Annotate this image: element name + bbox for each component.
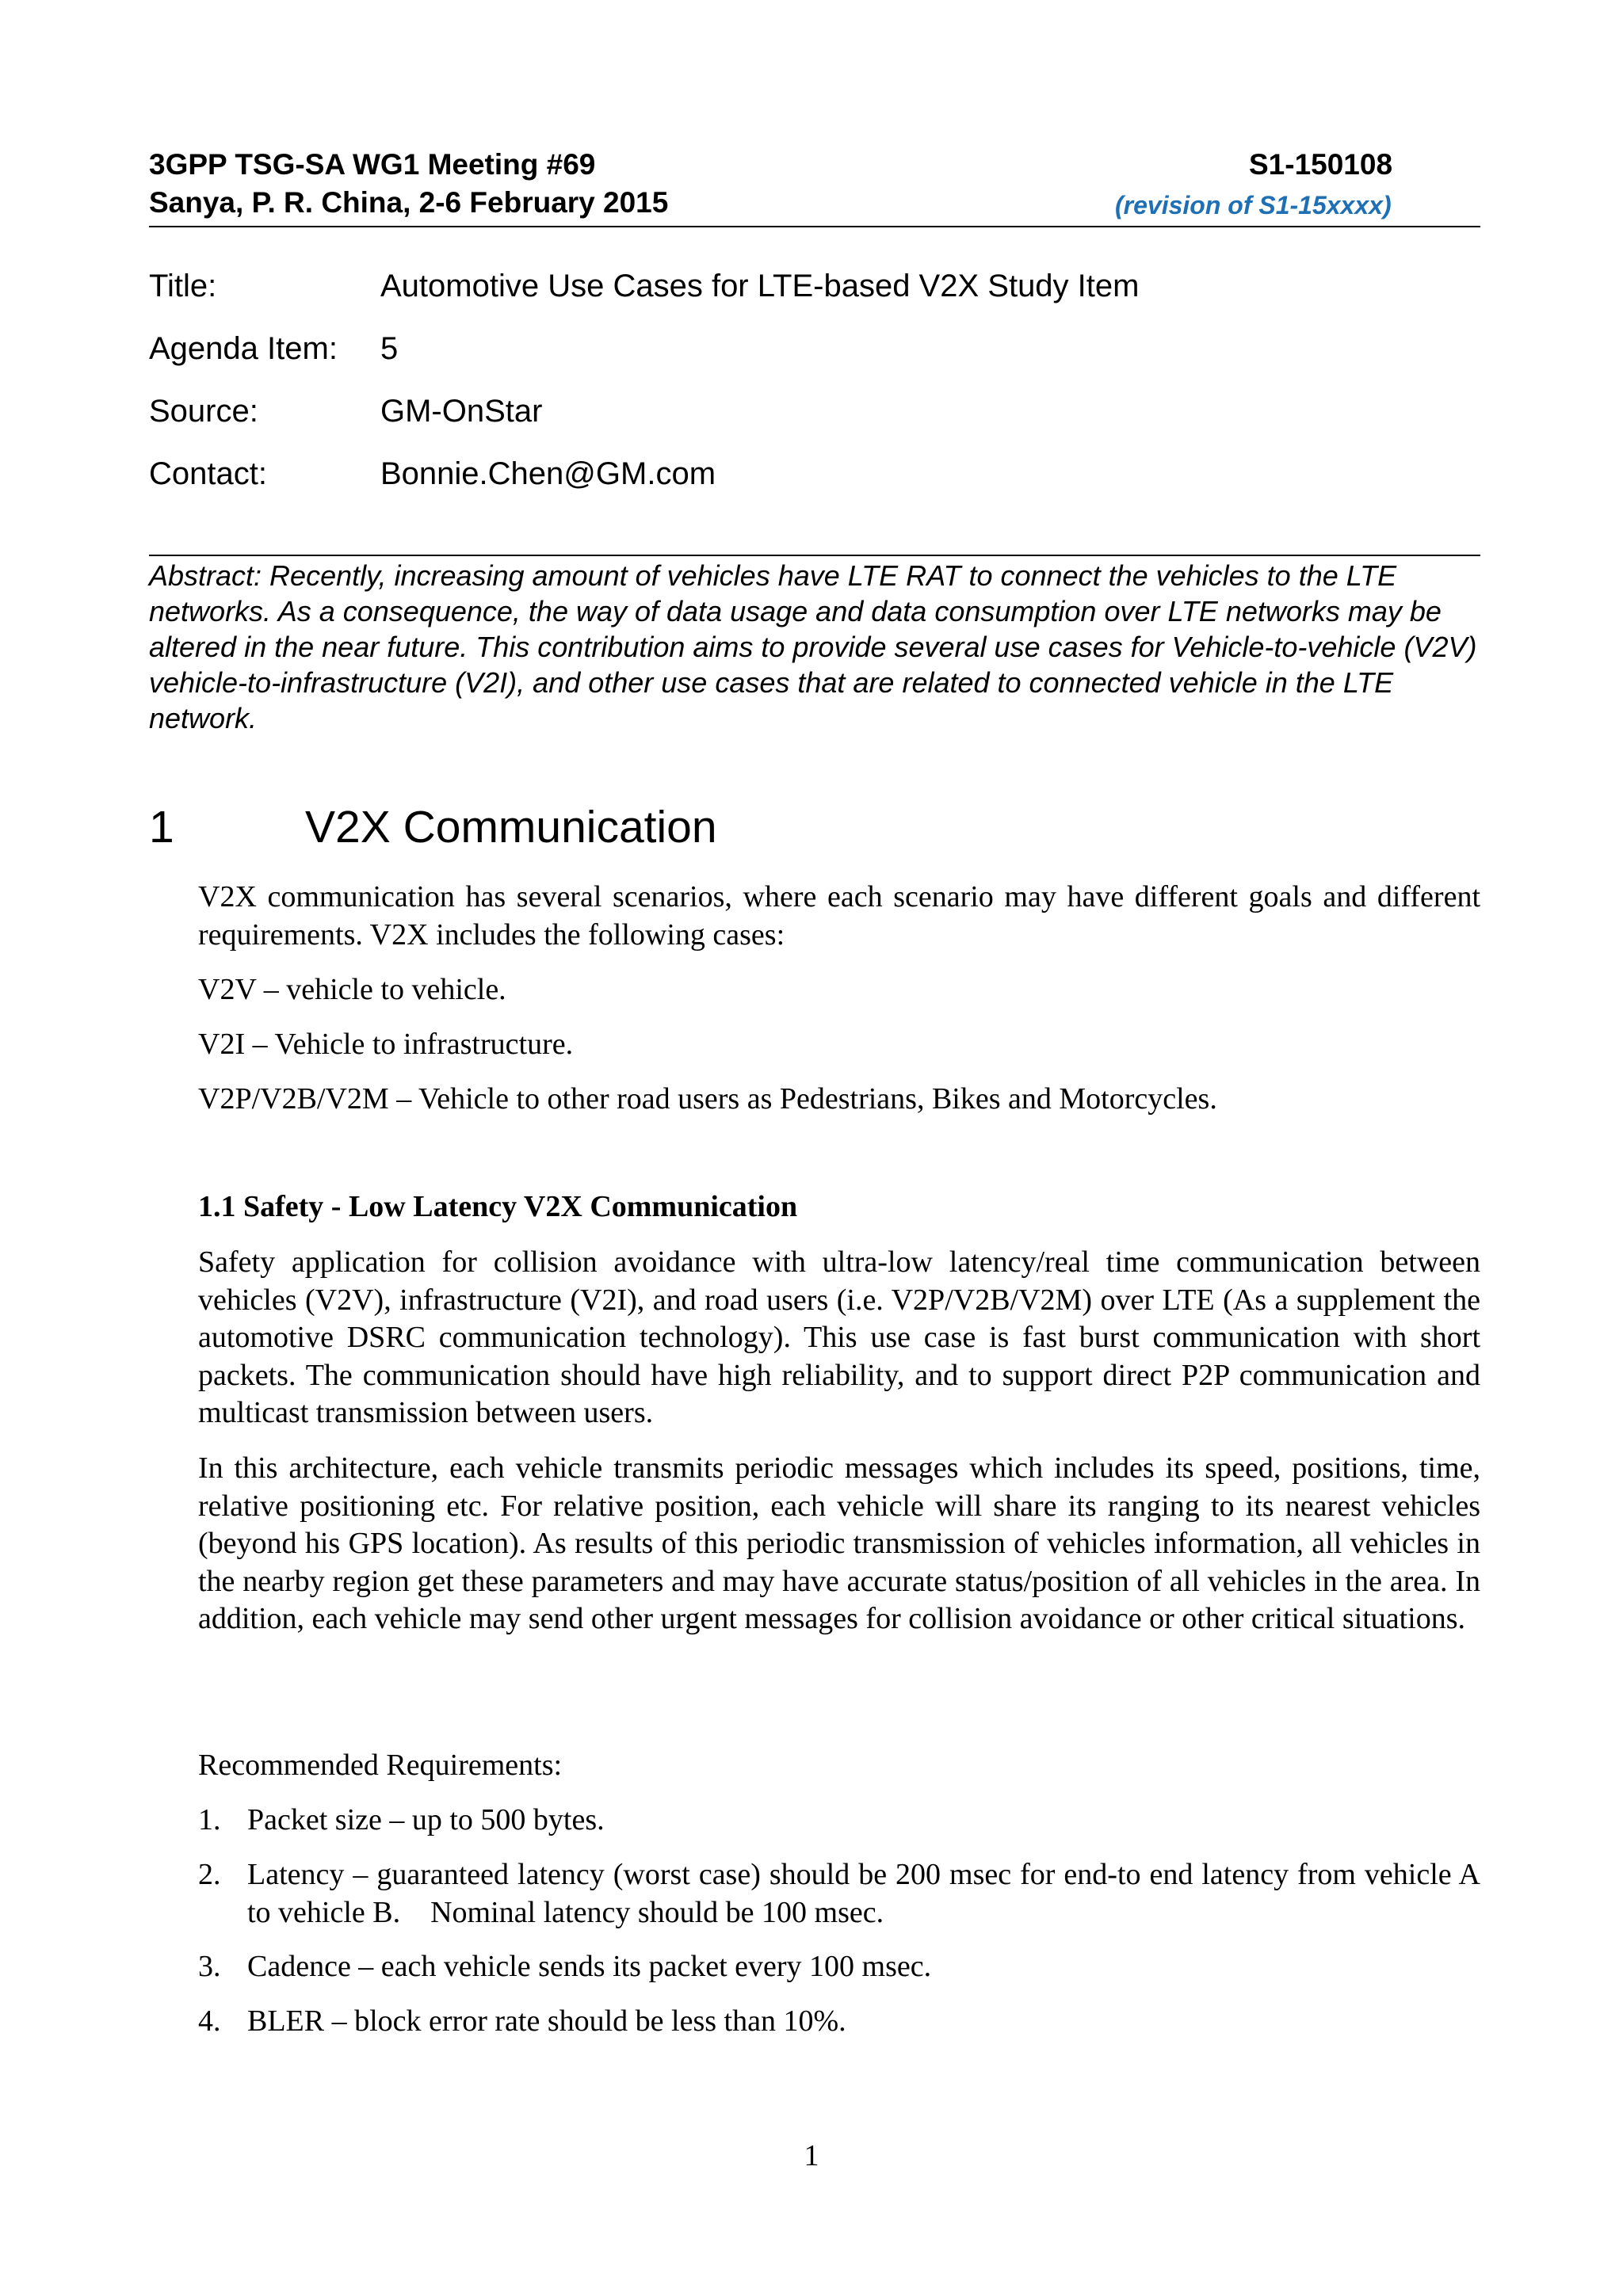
title-value: Automotive Use Cases for LTE-based V2X Study Item	[380, 269, 1140, 303]
section-1-number: 1	[149, 802, 174, 852]
section-1-title: V2X Communication	[305, 802, 717, 852]
revision-note: (revision of S1-15xxxx)	[1115, 191, 1392, 219]
title-label: Title:	[149, 269, 217, 303]
meeting-location: Sanya, P. R. China, 2-6 February 2015	[149, 186, 669, 219]
page-number: 1	[804, 2139, 819, 2172]
list-number: 2.	[198, 1858, 221, 1891]
doc-number: S1-150108	[1249, 148, 1393, 181]
list-text: BLER – block error rate should be less than 10%.	[247, 2004, 846, 2038]
list-text: Cadence – each vehicle sends its packet every 100 msec.	[247, 1950, 932, 1983]
contact-label: Contact:	[149, 456, 267, 491]
agenda-value: 5	[380, 331, 399, 366]
list-number: 1.	[198, 1803, 221, 1836]
abstract: Abstract: Recently, increasing amount of vehicles have LTE RAT to connect the vehicles to the LTE networks. As a consequence, the way of data usage and data consumption over LTE networks may be altered in the near future. This contribution aims to provide several use cases for Vehicle-to-vehicle (V2V) vehicle-to-infrastructure (V2I), and other use cases that are related to connected vehicle in the LTE network.	[149, 559, 1477, 734]
section-1-intro: V2X communication has several scenarios, where each scenario may have different goals and different requirements. V2X includes the following cases:	[198, 880, 1480, 952]
section-1-1-para-1: Safety application for collision avoidance with ultra-low latency/real time communication between vehicles (V2V), infrastructure (V2I), and road users (i.e. V2P/V2B/V2M) over LTE (As a supplement the automotive DSRC communication technology). This use case is fast burst communication with short packets. The communication should have high reliability, and to support direct P2P communication and multicast transmission between users.	[198, 1245, 1480, 1429]
list-number: 4.	[198, 2004, 221, 2038]
header-rule	[149, 226, 1480, 227]
case-v2i: V2I – Vehicle to infrastructure.	[198, 1028, 574, 1061]
abstract-rule	[149, 555, 1480, 556]
section-1-1-para-2: In this architecture, each vehicle transmits periodic messages which includes its speed, positions, time, relative positioning etc. For relative position, each vehicle will share its ranging to its nearest vehicles (beyond his GPS location). As results of this periodic transmission of vehicles information, all vehicles in the nearby region get these parameters and may have accurate status/position of all vehicles in the area. In addition, each vehicle may send other urgent messages for collision avoidance or other critical situations.	[198, 1451, 1480, 1635]
case-v2v: V2V – vehicle to vehicle.	[198, 973, 506, 1006]
case-v2p: V2P/V2B/V2M – Vehicle to other road users as Pedestrians, Bikes and Motorcycles.	[198, 1082, 1217, 1116]
source-label: Source:	[149, 394, 258, 429]
list-text: Latency – guaranteed latency (worst case) should be 200 msec for end-to end latency from vehicle A to vehicle B. Nominal latency should be 100 msec.	[247, 1858, 1488, 1929]
list-number: 3.	[198, 1950, 221, 1983]
requirements-heading: Recommended Requirements:	[198, 1749, 563, 1782]
agenda-label: Agenda Item:	[149, 331, 338, 366]
source-value: GM-OnStar	[380, 394, 543, 429]
section-1-1-heading: 1.1 Safety - Low Latency V2X Communication	[198, 1190, 798, 1223]
list-text: Packet size – up to 500 bytes.	[247, 1803, 605, 1836]
contact-value: Bonnie.Chen@GM.com	[380, 456, 716, 491]
meeting-title: 3GPP TSG-SA WG1 Meeting #69	[149, 148, 596, 181]
